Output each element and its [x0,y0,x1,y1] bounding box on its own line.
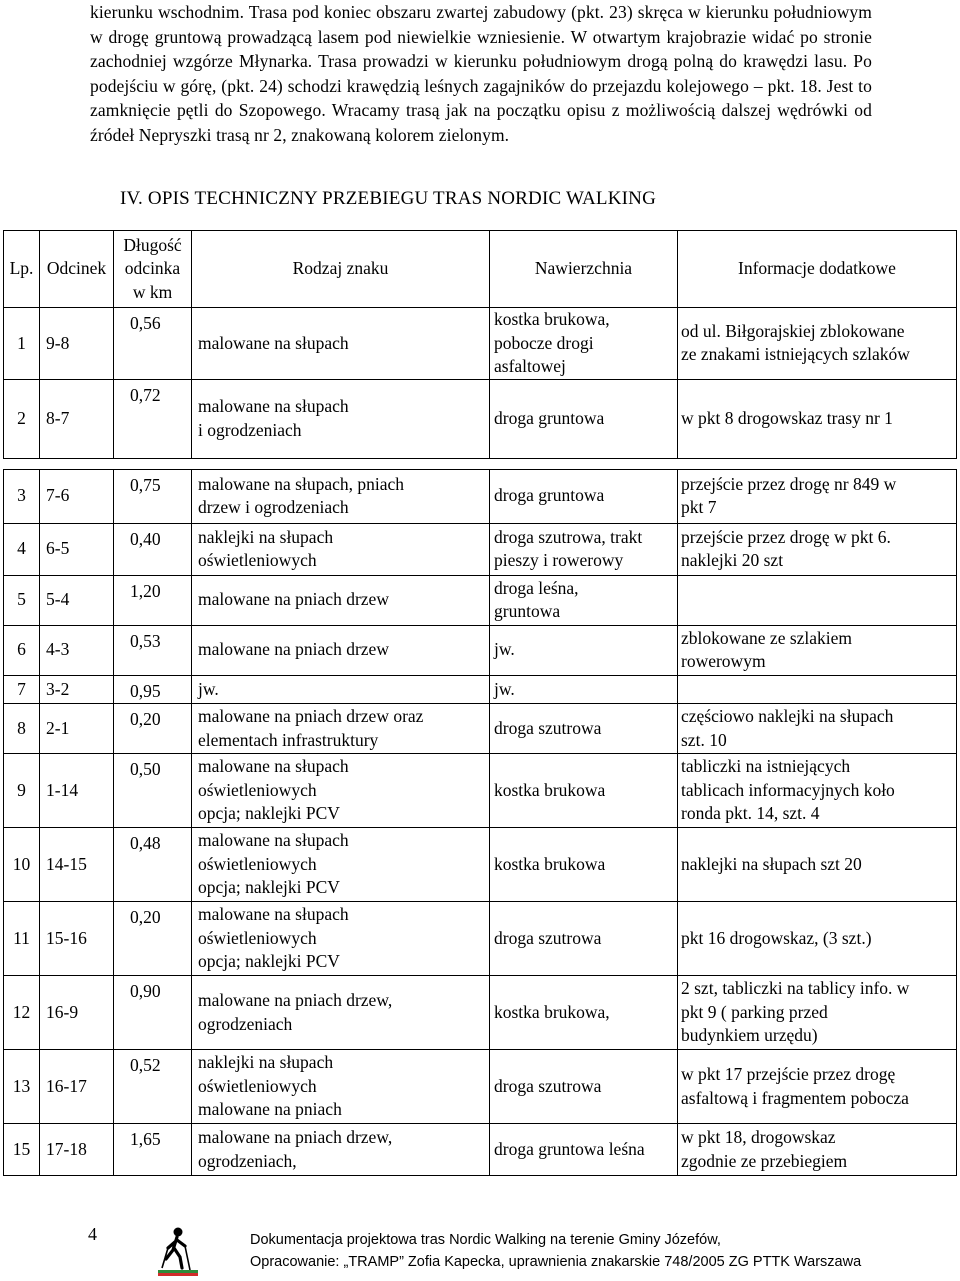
cell-nawierzchnia: droga gruntowa [490,379,678,458]
cell-lp: 7 [4,675,40,704]
header-rodzaj-znaku: Rodzaj znaku [192,231,490,308]
table-gap [4,458,957,469]
table-row [4,469,957,523]
cell-rodzaj-znaku: malowane na słupach oświetleniowych opcja; naklejki PCV [192,754,490,828]
cell-dlugosc: 1,20 [114,575,192,625]
cell-lp: 5 [4,575,40,625]
table-row [4,828,957,902]
cell-dlugosc: 0,50 [114,754,192,828]
section-title: IV. OPIS TECHNICZNY PRZEBIEGU TRAS NORDIC WALKING [120,188,657,209]
cell-lp: 6 [4,625,40,675]
cell-odcinek: 17-18 [40,1124,114,1176]
cell-informacje: w pkt 17 przejście przez drogę asfaltową i fragmentem pobocza [678,1050,957,1124]
routes-table [3,230,957,1176]
cell-nawierzchnia: droga szutrowa [490,1050,678,1124]
cell-informacje: pkt 16 drogowskaz, (3 szt.) [678,902,957,976]
cell-nawierzchnia: droga szutrowa [490,704,678,754]
cell-nawierzchnia: droga gruntowa leśna [490,1124,678,1176]
cell-informacje: w pkt 8 drogowskaz trasy nr 1 [678,379,957,458]
table-row [4,625,957,675]
table-row [4,575,957,625]
cell-rodzaj-znaku: malowane na słupach oświetleniowych opcja; naklejki PCV [192,828,490,902]
cell-odcinek: 8-7 [40,379,114,458]
cell-lp: 3 [4,469,40,523]
header-dlugosc: Długość odcinka w km [114,231,192,308]
table-row [4,675,957,704]
cell-rodzaj-znaku: malowane na słupach oświetleniowych opcja; naklejki PCV [192,902,490,976]
cell-informacje: zblokowane ze szlakiem rowerowym [678,625,957,675]
header-nawierzchnia: Nawierzchnia [490,231,678,308]
cell-odcinek: 5-4 [40,575,114,625]
cell-lp: 2 [4,379,40,458]
table-row [4,1050,957,1124]
cell-odcinek: 9-8 [40,308,114,380]
cell-informacje [678,575,957,625]
cell-odcinek: 16-17 [40,1050,114,1124]
cell-dlugosc: 0,53 [114,625,192,675]
table-row [4,976,957,1050]
page-number: 4 [88,1224,97,1244]
cell-rodzaj-znaku: malowane na pniach drzew, ogrodzeniach [192,976,490,1050]
cell-odcinek: 7-6 [40,469,114,523]
table-row [4,1124,957,1176]
cell-nawierzchnia: kostka brukowa, pobocze drogi asfaltowej [490,308,678,380]
header-odcinek: Odcinek [40,231,114,308]
table-row [4,754,957,828]
cell-odcinek: 14-15 [40,828,114,902]
nordic-walker-icon [156,1226,200,1276]
cell-dlugosc: 0,56 [114,308,192,380]
cell-odcinek: 3-2 [40,675,114,704]
cell-dlugosc: 0,95 [114,675,192,704]
cell-lp: 15 [4,1124,40,1176]
table-header-row [4,231,957,308]
cell-informacje: naklejki na słupach szt 20 [678,828,957,902]
cell-informacje: częściowo naklejki na słupach szt. 10 [678,704,957,754]
cell-informacje: przejście przez drogę w pkt 6. naklejki 20 szt [678,523,957,575]
table-row [4,704,957,754]
cell-lp: 12 [4,976,40,1050]
cell-informacje: od ul. Biłgorajskiej zblokowane ze znakami istniejących szlaków [678,308,957,380]
cell-nawierzchnia: droga gruntowa [490,469,678,523]
cell-nawierzchnia: droga leśna, gruntowa [490,575,678,625]
cell-informacje [678,675,957,704]
cell-informacje: 2 szt, tabliczki na tablicy info. w pkt 9 ( parking przed budynkiem urzędu) [678,976,957,1050]
table-row [4,308,957,380]
cell-lp: 9 [4,754,40,828]
cell-dlugosc: 0,75 [114,469,192,523]
cell-lp: 11 [4,902,40,976]
cell-nawierzchnia: jw. [490,625,678,675]
cell-lp: 4 [4,523,40,575]
header-informacje: Informacje dodatkowe [678,231,957,308]
cell-rodzaj-znaku: malowane na pniach drzew [192,625,490,675]
footer [250,1229,861,1273]
cell-rodzaj-znaku: malowane na słupach i ogrodzeniach [192,379,490,458]
cell-nawierzchnia: droga szutrowa [490,902,678,976]
cell-informacje: tabliczki na istniejących tablicach informacyjnych koło ronda pkt. 14, szt. 4 [678,754,957,828]
cell-odcinek: 16-9 [40,976,114,1050]
cell-dlugosc: 0,20 [114,902,192,976]
cell-dlugosc: 0,90 [114,976,192,1050]
cell-odcinek: 2-1 [40,704,114,754]
cell-nawierzchnia: jw. [490,675,678,704]
cell-rodzaj-znaku: malowane na pniach drzew oraz elementach infrastruktury [192,704,490,754]
cell-lp: 13 [4,1050,40,1124]
cell-rodzaj-znaku: naklejki na słupach oświetleniowych [192,523,490,575]
cell-rodzaj-znaku: malowane na słupach [192,308,490,380]
cell-lp: 8 [4,704,40,754]
cell-nawierzchnia: kostka brukowa [490,754,678,828]
footer-line-2: Opracowanie: „TRAMP” Zofia Kapecka, uprawnienia znakarskie 748/2005 ZG PTTK Warszawa [250,1254,862,1270]
cell-rodzaj-znaku: malowane na słupach, pniach drzew i ogrodzeniach [192,469,490,523]
cell-dlugosc: 1,65 [114,1124,192,1176]
header-lp: Lp. [4,231,40,308]
cell-nawierzchnia: kostka brukowa, [490,976,678,1050]
footer-line-1: Dokumentacja projektowa tras Nordic Walking na terenie Gminy Józefów, [250,1232,721,1248]
table-row [4,523,957,575]
cell-lp: 10 [4,828,40,902]
cell-rodzaj-znaku: malowane na pniach drzew [192,575,490,625]
cell-lp: 1 [4,308,40,380]
table-row [4,379,957,458]
intro-paragraph: kierunku wschodnim. Trasa pod koniec obszaru zwartej zabudowy (pkt. 23) skręca w kierunku południowym w drogę gruntową prowadzącą lasem pod niewielkie wzniesienie. W otwartym krajobrazie widać po stronie zachodniej wzgórze Młynarka. Trasa prowadzi w kierunku południowym drogą polną do krawędzi lasu. Po podejściu w górę, (pkt. 24) schodzi krawędzią leśnych zagajników do przejazdu kolejowego – pkt. 18. Jest to zamknięcie pętli do Szopowego. Wracamy trasą jak na początku opisu z możliwością dalszej wędrówki od źródeł Nepryszki trasą nr 2, znakowaną kolorem zielonym. [90,2,872,145]
cell-rodzaj-znaku: naklejki na słupach oświetleniowych malowane na pniach [192,1050,490,1124]
cell-rodzaj-znaku: malowane na pniach drzew, ogrodzeniach, [192,1124,490,1176]
cell-dlugosc: 0,52 [114,1050,192,1124]
table-body [4,308,957,1176]
cell-dlugosc: 0,40 [114,523,192,575]
cell-odcinek: 1-14 [40,754,114,828]
cell-dlugosc: 0,20 [114,704,192,754]
table-row [4,902,957,976]
cell-odcinek: 6-5 [40,523,114,575]
cell-nawierzchnia: kostka brukowa [490,828,678,902]
cell-dlugosc: 0,48 [114,828,192,902]
cell-informacje: przejście przez drogę nr 849 w pkt 7 [678,469,957,523]
cell-odcinek: 4-3 [40,625,114,675]
cell-informacje: w pkt 18, drogowskaz zgodnie ze przebiegiem [678,1124,957,1176]
cell-rodzaj-znaku: jw. [192,675,490,704]
cell-dlugosc: 0,72 [114,379,192,458]
cell-odcinek: 15-16 [40,902,114,976]
cell-nawierzchnia: droga szutrowa, trakt pieszy i rowerowy [490,523,678,575]
